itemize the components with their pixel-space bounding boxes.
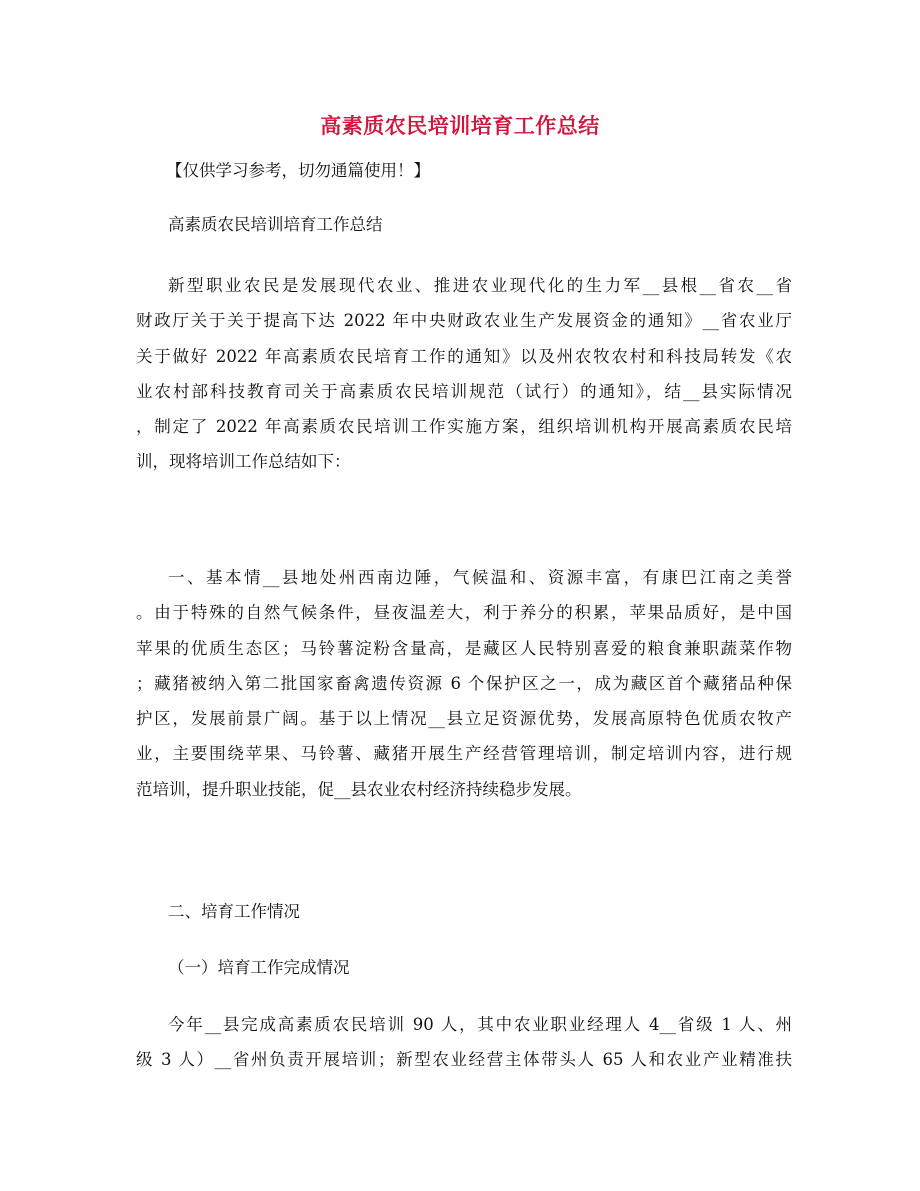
paragraph-line: 关于做好 2022 年高素质农民培育工作的通知》以及州农牧农村和科技局转发《农 (136, 346, 792, 366)
usage-note: 【仅供学习参考，切勿通篇使用！】 (166, 161, 430, 180)
paragraph-line: 范培训，提升职业技能，促__县农业农村经济持续稳步发展。 (136, 779, 582, 799)
paragraph-line: ，制定了 2022 年高素质农民培训工作实施方案，组织培训机构开展高素质农民培 (136, 417, 792, 437)
paragraph-basic-situation (136, 560, 792, 807)
document-title: 高素质农民培训培育工作总结 (320, 114, 600, 138)
paragraph-line: 。由于特殊的自然气候条件，昼夜温差大，利于养分的积累，苹果品质好，是中国 (136, 603, 792, 623)
paragraph-line: 业农村部科技教育司关于高素质农民培训规范（试行）的通知》，结__县实际情况 (136, 381, 792, 401)
document-subtitle: 高素质农民培训培育工作总结 (168, 215, 383, 234)
paragraph-line: 护区，发展前景广阔。基于以上情况__县立足资源优势，发展高原特色优质农牧产 (136, 709, 792, 729)
paragraph-completion (136, 1007, 792, 1078)
section-heading: 二、培育工作情况 (168, 902, 300, 921)
paragraph-line: 一、基本情__县地处州西南边陲，气候温和、资源丰富，有康巴江南之美誉 (168, 568, 792, 587)
subsection-heading: （一）培育工作完成情况 (168, 958, 350, 977)
paragraph-intro (136, 268, 792, 480)
paragraph-line: 财政厅关于关于提高下达 2022 年中央财政农业生产发展资金的通知》__省农业厅 (136, 311, 792, 331)
paragraph-line: ；藏猪被纳入第二批国家畜禽遗传资源 6 个保护区之一，成为藏区首个藏猪品种保 (136, 673, 792, 693)
paragraph-line: 今年__县完成高素质农民培训 90 人，其中农业职业经理人 4__省级 1 人、州 (168, 1015, 792, 1034)
paragraph-line: 新型职业农民是发展现代农业、推进农业现代化的生力军__县根__省农__省 (168, 276, 792, 295)
paragraph-line: 训，现将培训工作总结如下： (136, 452, 351, 472)
paragraph-line: 业，主要围绕苹果、马铃薯、藏猪开展生产经营管理培训，制定培训内容，进行规 (136, 744, 792, 764)
paragraph-line: 苹果的优质生态区；马铃薯淀粉含量高，是藏区人民特别喜爱的粮食兼职蔬菜作物 (136, 638, 792, 658)
paragraph-line: 级 3 人）__省州负责开展培训；新型农业经营主体带头人 65 人和农业产业精准扶 (136, 1050, 792, 1070)
